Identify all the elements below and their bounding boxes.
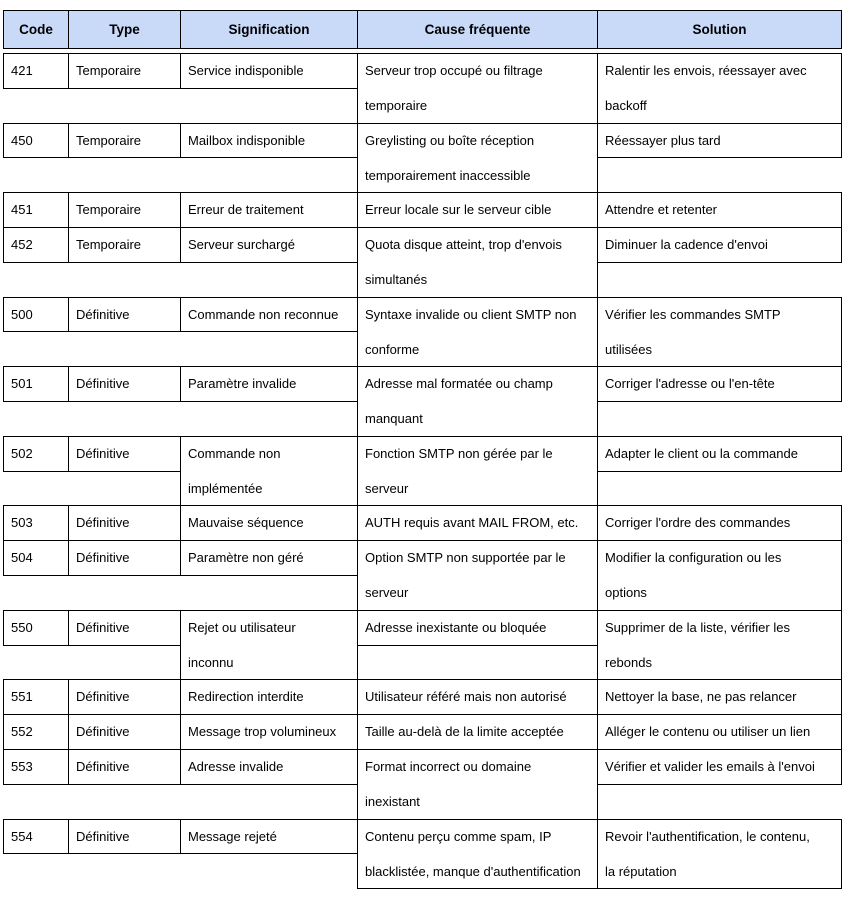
header-cell-solution: Solution: [597, 10, 842, 49]
cell-421-signification: [180, 53, 358, 89]
cell-text-line: AUTH requis avant MAIL FROM, etc.: [365, 515, 579, 530]
cell-text-line: temporairement inaccessible: [365, 167, 531, 183]
cell-550-code: [3, 610, 69, 646]
cell-text-line: serveur: [365, 480, 409, 496]
cell-553-type: [68, 749, 181, 785]
cell-text-line: 421: [11, 63, 33, 78]
cell-text-line: Temporaire: [76, 133, 142, 148]
cell-text-line: Greylisting ou boîte réception: [365, 133, 535, 148]
cell-text-line: 550: [11, 620, 33, 635]
cell-450-code: [3, 123, 69, 158]
cell-text-line: Temporaire: [76, 237, 142, 252]
cell-text-line: Fonction SMTP non gérée par le: [365, 446, 553, 461]
cell-502-signification: [180, 436, 358, 506]
cell-text-line: blacklistée, manque d'authentification: [365, 863, 581, 879]
cell-554-code: [3, 819, 69, 854]
cell-421-code: [3, 53, 69, 89]
cell-text-line: Définitive: [76, 620, 130, 635]
cell-text-line: Définitive: [76, 724, 130, 739]
cell-text-line: Temporaire: [76, 63, 142, 78]
cell-500-type: [68, 297, 181, 332]
cell-553-code: [3, 749, 69, 785]
cell-text-line: serveur: [365, 584, 409, 600]
cell-text-line: Ralentir les envois, réessayer avec: [605, 63, 807, 78]
cell-text-line: inconnu: [188, 654, 234, 670]
cell-text-line: Message trop volumineux: [188, 724, 337, 739]
cell-text-line: inexistant: [365, 793, 420, 809]
cell-501-cause: [357, 366, 598, 437]
cell-text-line: 554: [11, 829, 33, 844]
header-cell-signification: Signification: [180, 10, 358, 49]
cell-553-solution: [597, 749, 842, 785]
cell-502-solution: [597, 436, 842, 472]
cell-501-code: [3, 366, 69, 402]
cell-text-line: options: [605, 584, 647, 600]
cell-text-line: Adapter le client ou la commande: [605, 446, 798, 461]
cell-452-code: [3, 227, 69, 263]
cell-text-line: Format incorrect ou domaine: [365, 759, 532, 774]
cell-450-cause: [357, 123, 598, 193]
cell-text-line: implémentée: [188, 480, 263, 496]
cell-text-line: Paramètre non géré: [188, 550, 304, 565]
cell-554-cause: [357, 819, 598, 889]
header-cell-code: Code: [3, 10, 69, 49]
cell-text-line: Corriger l'ordre des commandes: [605, 515, 791, 530]
cell-554-solution: [597, 819, 842, 889]
cell-450-signification: [180, 123, 358, 158]
cell-text-line: Définitive: [76, 515, 130, 530]
cell-503-cause: [357, 505, 598, 541]
cell-text-line: 450: [11, 133, 33, 148]
cell-text-line: Définitive: [76, 829, 130, 844]
cell-text-line: utilisées: [605, 341, 652, 357]
cell-502-type: [68, 436, 181, 472]
cell-text-line: Mailbox indisponible: [188, 133, 306, 148]
cell-452-type: [68, 227, 181, 263]
cell-421-solution: [597, 53, 842, 124]
cell-text-line: Erreur locale sur le serveur cible: [365, 202, 552, 217]
cell-text-line: Quota disque atteint, trop d'envois: [365, 237, 562, 252]
cell-text-line: 551: [11, 689, 33, 704]
cell-text-line: Message rejeté: [188, 829, 277, 844]
cell-text-line: backoff: [605, 97, 647, 113]
cell-500-signification: [180, 297, 358, 332]
cell-text-line: simultanés: [365, 271, 428, 287]
cell-text-line: 452: [11, 237, 33, 252]
cell-553-signification: [180, 749, 358, 785]
cell-text-line: Revoir l'authentification, le contenu,: [605, 829, 810, 844]
cell-text-line: Erreur de traitement: [188, 202, 304, 217]
cell-text-line: Corriger l'adresse ou l'en-tête: [605, 376, 775, 391]
cell-503-code: [3, 505, 69, 541]
cell-text-line: 552: [11, 724, 33, 739]
cell-text-line: Nettoyer la base, ne pas relancer: [605, 689, 797, 704]
cell-501-solution: [597, 366, 842, 402]
header-cell-cause: Cause fréquente: [357, 10, 598, 49]
cell-text-line: Taille au-delà de la limite acceptée: [365, 724, 564, 739]
cell-553-cause: [357, 749, 598, 820]
cell-text-line: Définitive: [76, 759, 130, 774]
cell-451-type: [68, 192, 181, 228]
cell-text-line: manquant: [365, 410, 423, 426]
cell-451-signification: [180, 192, 358, 228]
cell-text-line: temporaire: [365, 97, 428, 113]
cell-551-type: [68, 679, 181, 715]
cell-550-solution: [597, 610, 842, 680]
cell-text-line: Adresse invalide: [188, 759, 284, 774]
cell-504-type: [68, 540, 181, 576]
cell-text-line: Définitive: [76, 689, 130, 704]
cell-552-type: [68, 714, 181, 750]
cell-554-signification: [180, 819, 358, 854]
cell-text-line: Adresse inexistante ou bloquée: [365, 620, 547, 635]
cell-452-signification: [180, 227, 358, 263]
cell-text-line: Utilisateur référé mais non autorisé: [365, 689, 567, 704]
cell-452-cause: [357, 227, 598, 298]
cell-text-line: 503: [11, 515, 33, 530]
cell-text-line: Définitive: [76, 446, 130, 461]
cell-552-solution: [597, 714, 842, 750]
cell-text-line: la réputation: [605, 863, 677, 879]
cell-text-line: Commande non: [188, 446, 281, 461]
cell-text-line: Modifier la configuration ou les: [605, 550, 782, 565]
cell-text-line: Adresse mal formatée ou champ: [365, 376, 553, 391]
cell-text-line: Vérifier et valider les emails à l'envoi: [605, 759, 815, 774]
cell-551-solution: [597, 679, 842, 715]
cell-text-line: Paramètre invalide: [188, 376, 297, 391]
cell-text-line: 451: [11, 202, 33, 217]
cell-text-line: 553: [11, 759, 33, 774]
cell-503-signification: [180, 505, 358, 541]
cell-552-signification: [180, 714, 358, 750]
cell-503-solution: [597, 505, 842, 541]
cell-501-signification: [180, 366, 358, 402]
cell-text-line: 500: [11, 307, 33, 322]
cell-text-line: Option SMTP non supportée par le: [365, 550, 566, 565]
cell-552-code: [3, 714, 69, 750]
cell-504-cause: [357, 540, 598, 611]
cell-text-line: Commande non reconnue: [188, 307, 339, 322]
cell-550-signification: [180, 610, 358, 680]
cell-550-type: [68, 610, 181, 646]
cell-text-line: Serveur surchargé: [188, 237, 295, 252]
cell-text-line: Attendre et retenter: [605, 202, 718, 217]
cell-text-line: Service indisponible: [188, 63, 304, 78]
cell-551-cause: [357, 679, 598, 715]
cell-text-line: Temporaire: [76, 202, 142, 217]
cell-500-code: [3, 297, 69, 332]
cell-text-line: Serveur trop occupé ou filtrage: [365, 63, 543, 78]
cell-text-line: rebonds: [605, 654, 652, 670]
cell-text-line: Mauvaise séquence: [188, 515, 304, 530]
cell-500-cause: [357, 297, 598, 367]
cell-501-type: [68, 366, 181, 402]
cell-552-cause: [357, 714, 598, 750]
cell-text-line: Définitive: [76, 307, 130, 322]
cell-451-code: [3, 192, 69, 228]
cell-451-cause: [357, 192, 598, 228]
cell-text-line: Diminuer la cadence d'envoi: [605, 237, 768, 252]
cell-450-solution: [597, 123, 842, 158]
cell-text-line: 504: [11, 550, 33, 565]
cell-452-solution: [597, 227, 842, 263]
cell-421-type: [68, 53, 181, 89]
cell-502-cause: [357, 436, 598, 506]
cell-500-solution: [597, 297, 842, 367]
cell-text-line: 502: [11, 446, 33, 461]
cell-text-line: Syntaxe invalide ou client SMTP non: [365, 307, 577, 322]
cell-text-line: Vérifier les commandes SMTP: [605, 307, 781, 322]
cell-text-line: conforme: [365, 341, 420, 357]
header-cell-type: Type: [68, 10, 181, 49]
cell-text-line: Supprimer de la liste, vérifier les: [605, 620, 790, 635]
cell-504-code: [3, 540, 69, 576]
cell-text-line: Alléger le contenu ou utiliser un lien: [605, 724, 811, 739]
cell-502-code: [3, 436, 69, 472]
cell-text-line: 501: [11, 376, 33, 391]
cell-450-type: [68, 123, 181, 158]
cell-550-cause: [357, 610, 598, 646]
cell-text-line: Définitive: [76, 376, 130, 391]
cell-503-type: [68, 505, 181, 541]
cell-504-solution: [597, 540, 842, 611]
cell-text-line: Définitive: [76, 550, 130, 565]
cell-451-solution: [597, 192, 842, 228]
cell-text-line: Rejet ou utilisateur: [188, 620, 296, 635]
cell-504-signification: [180, 540, 358, 576]
cell-text-line: Redirection interdite: [188, 689, 304, 704]
cell-text-line: Réessayer plus tard: [605, 133, 721, 148]
cell-551-signification: [180, 679, 358, 715]
cell-text-line: Contenu perçu comme spam, IP: [365, 829, 552, 844]
cell-554-type: [68, 819, 181, 854]
cell-551-code: [3, 679, 69, 715]
cell-421-cause: [357, 53, 598, 124]
